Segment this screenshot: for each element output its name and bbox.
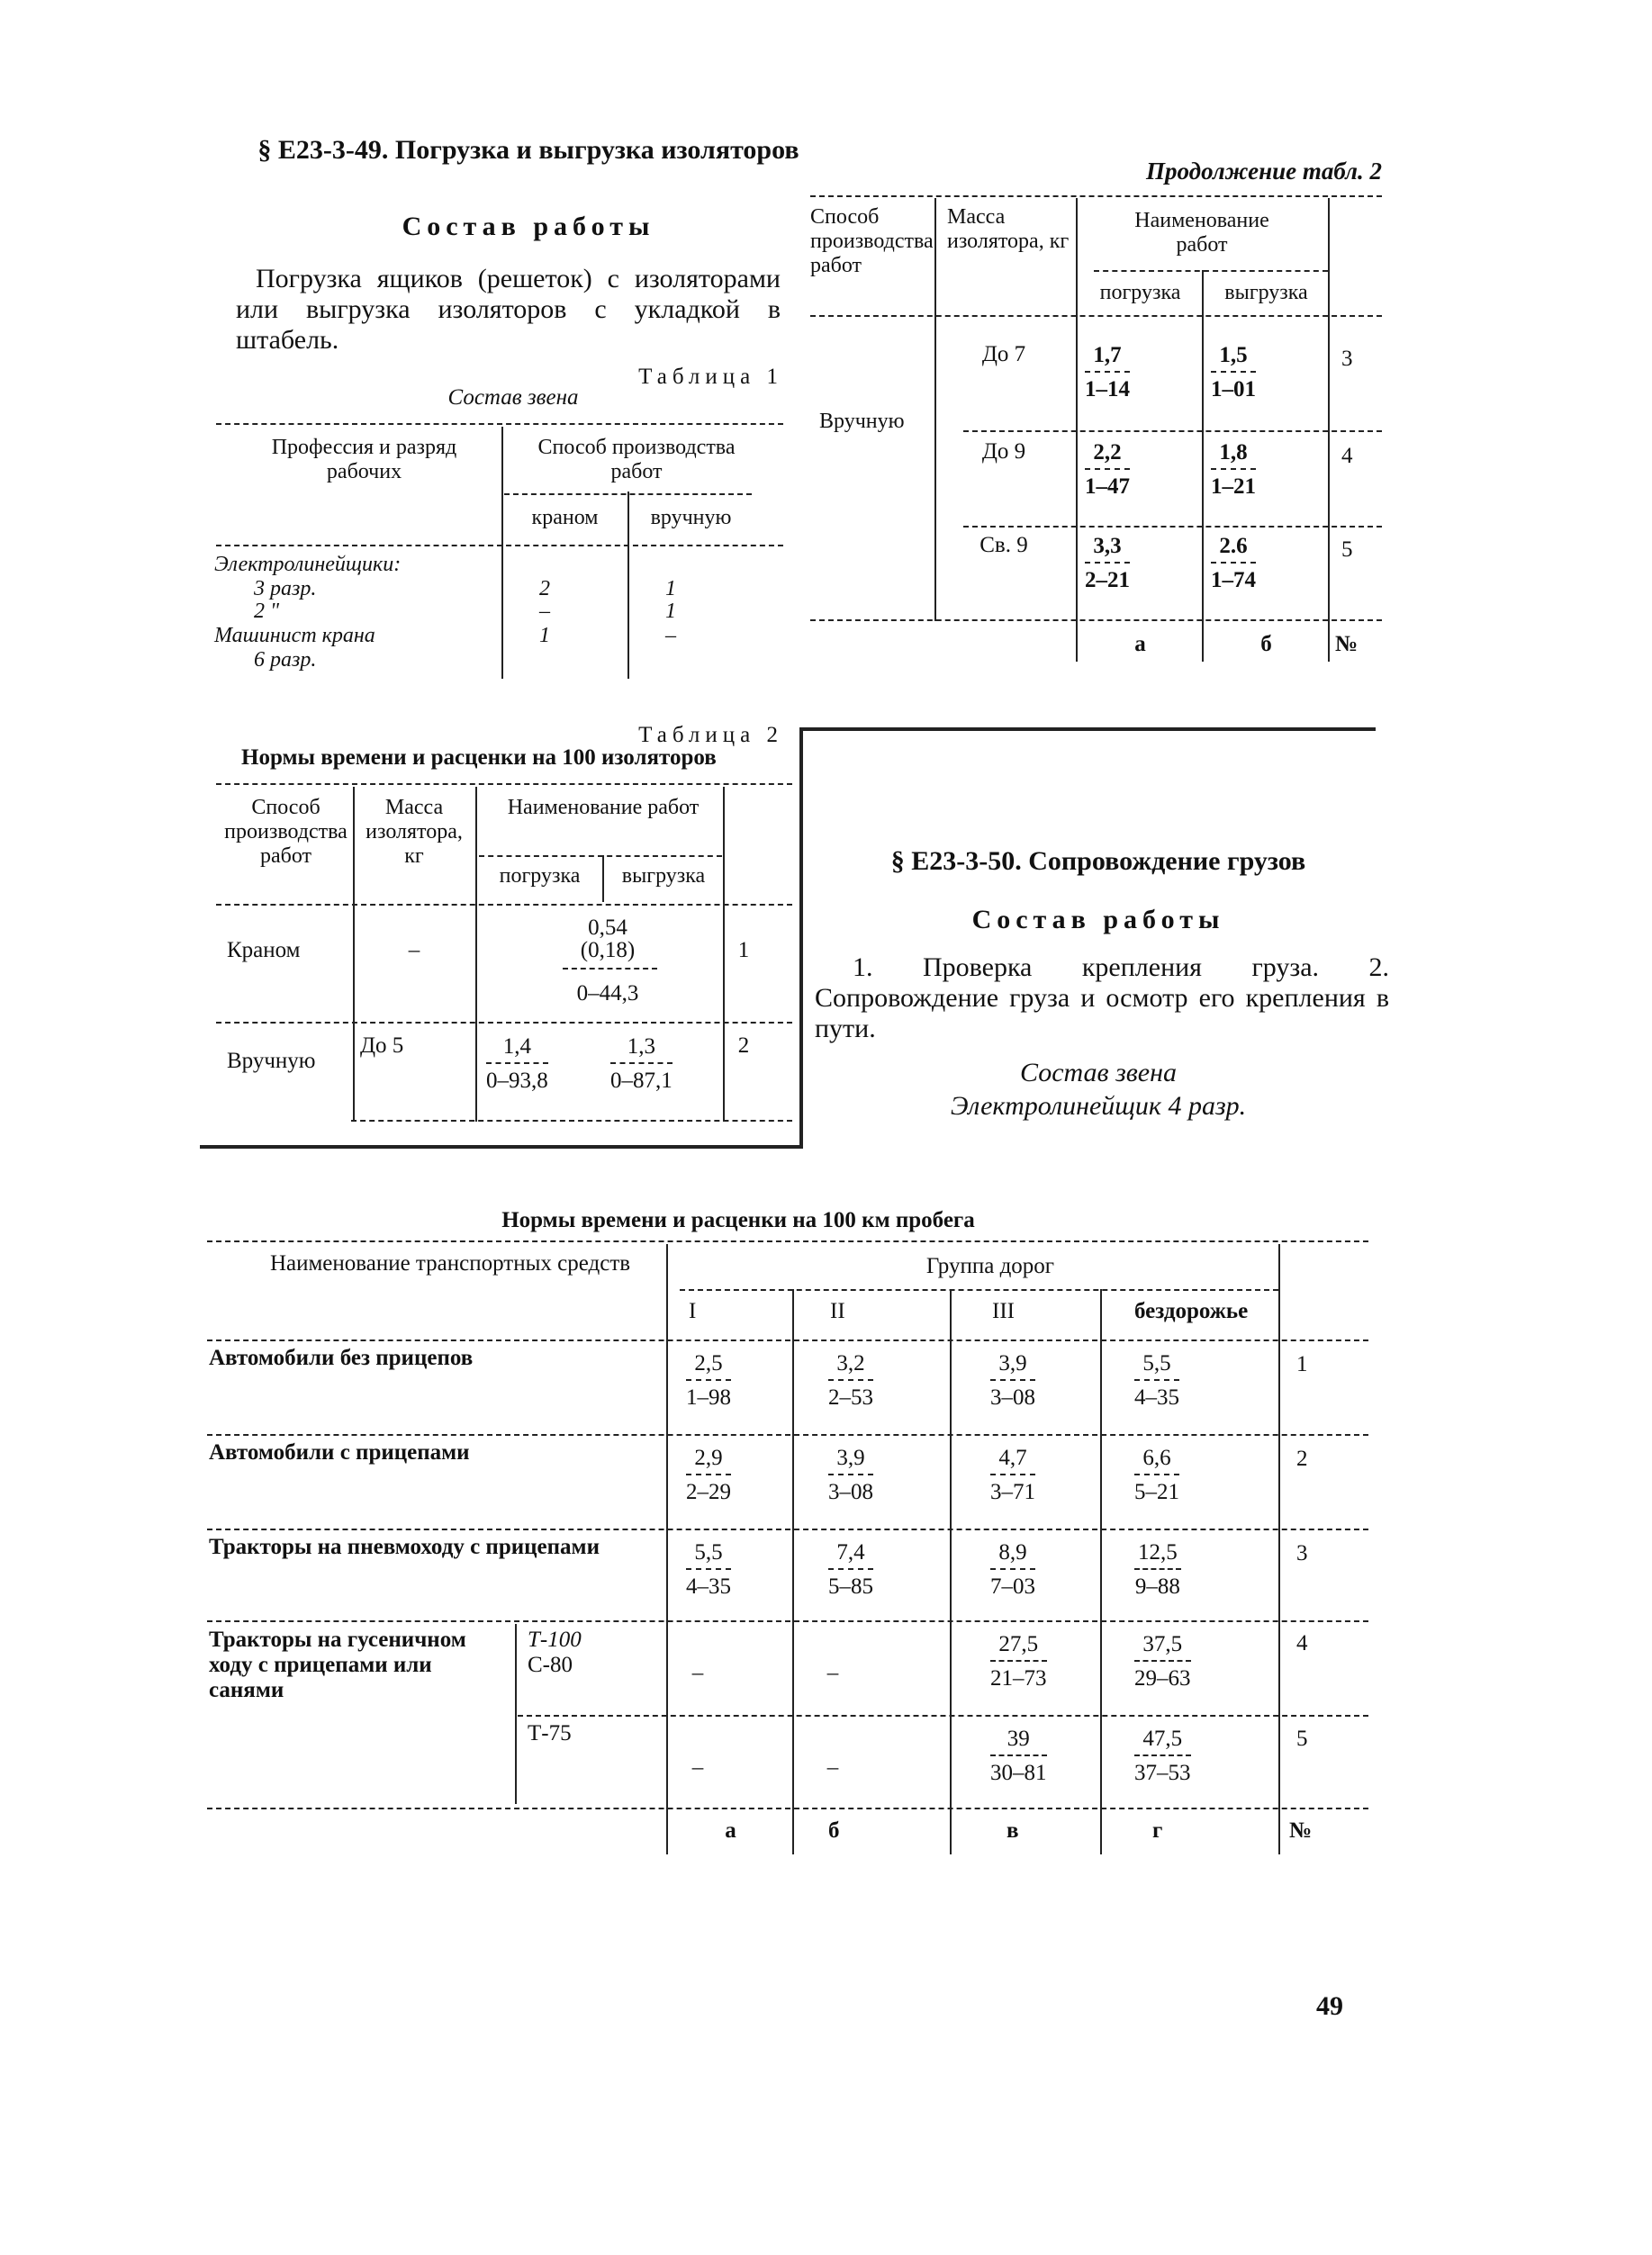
section-50-text: 1. Проверка крепления груза. 2. Сопровождение груза и осмотр его крепления в пути. bbox=[815, 952, 1389, 1043]
fraction-bottom: 0–87,1 bbox=[610, 1069, 673, 1093]
fraction-top: 8,9 bbox=[990, 1539, 1035, 1570]
cont-row-unload bbox=[1211, 439, 1256, 501]
fraction-bottom: 2–29 bbox=[686, 1480, 731, 1504]
table3-vline-5 bbox=[1278, 1244, 1280, 1854]
cont-row-mass: До 9 bbox=[981, 439, 1026, 464]
table3-cell: – bbox=[691, 1755, 704, 1780]
table3-cell bbox=[686, 1445, 731, 1506]
table2-crane-mass: – bbox=[408, 938, 420, 962]
fraction-bottom: 4–35 bbox=[1134, 1385, 1179, 1410]
cont-foot-a: а bbox=[1134, 632, 1146, 656]
table3-cell bbox=[990, 1445, 1035, 1506]
table1-cell: 1 bbox=[539, 624, 550, 647]
table3-tracked-model: Т-100 bbox=[528, 1628, 582, 1652]
cont-foot-b: б bbox=[1260, 632, 1272, 656]
cont-vline-4 bbox=[1202, 270, 1204, 662]
fraction-bottom: 37–53 bbox=[1134, 1761, 1191, 1785]
table1-row-name: 2 " bbox=[254, 600, 280, 623]
table1-caption: Состав звена bbox=[447, 385, 579, 410]
cont-foot-no: № bbox=[1335, 632, 1359, 656]
cont-row-no: 4 bbox=[1341, 444, 1353, 468]
fraction-top: 3,3 bbox=[1085, 533, 1130, 564]
column-divider bbox=[799, 727, 803, 1149]
table2-crane-method: Краном bbox=[227, 938, 301, 962]
fraction-bottom: 29–63 bbox=[1134, 1666, 1191, 1691]
table3-vline-2 bbox=[792, 1289, 794, 1854]
table3-cell bbox=[686, 1350, 731, 1412]
table3-foot-v: в bbox=[1007, 1818, 1019, 1843]
table3-group-3: III bbox=[992, 1299, 1015, 1323]
table3-cell bbox=[828, 1445, 873, 1506]
table3-row-rule bbox=[207, 1434, 1368, 1436]
table1-head-manual: вручную bbox=[650, 506, 732, 529]
fraction-bottom: 9–88 bbox=[1134, 1574, 1180, 1599]
table1-cell: – bbox=[539, 600, 550, 623]
fraction-bottom: 4–35 bbox=[686, 1574, 731, 1599]
table3-tracked-model: Т-75 bbox=[528, 1721, 572, 1745]
table3-cell bbox=[828, 1539, 873, 1601]
table2-sub-rule bbox=[479, 855, 722, 857]
section-49-text: Погрузка ящиков (решеток) с изоляторами или выгрузка изоляторов с укладкой в штабель. bbox=[236, 264, 781, 355]
cont-head-load: погрузка bbox=[1099, 281, 1181, 304]
fraction-top: 3,9 bbox=[828, 1445, 873, 1475]
table3-cell bbox=[1134, 1445, 1179, 1506]
table3-group-2: II bbox=[830, 1299, 845, 1323]
cont-head-method: Способ производства работ bbox=[810, 205, 934, 277]
table3-vline-1 bbox=[666, 1244, 668, 1854]
table3-vline-3 bbox=[950, 1289, 952, 1854]
table2-crane-top: 0,54 bbox=[588, 916, 627, 940]
table2-vline-2 bbox=[475, 787, 477, 1122]
fraction-top: 39 bbox=[990, 1726, 1047, 1756]
cont-sub-rule bbox=[1094, 270, 1328, 272]
fraction-top: 3,9 bbox=[990, 1350, 1035, 1381]
table3-cell bbox=[990, 1539, 1035, 1601]
table2-manual-no: 2 bbox=[737, 1033, 750, 1058]
table3-sub-rule bbox=[680, 1289, 1278, 1291]
cont-head-rule bbox=[810, 315, 1382, 317]
table3-cell bbox=[686, 1539, 731, 1601]
cont-head-mass: Масса изолятора, кг bbox=[947, 205, 1070, 253]
table3-foot-a: а bbox=[725, 1818, 736, 1843]
fraction-top: 2.6 bbox=[1211, 533, 1256, 564]
table3-cell bbox=[1134, 1350, 1179, 1412]
section-50-title: § Е23-3-50. Сопровождение грузов bbox=[890, 846, 1306, 876]
fraction-top: 5,5 bbox=[1134, 1350, 1179, 1381]
table1-head-prof: Профессия и разряд рабочих bbox=[271, 436, 457, 483]
fraction-bottom: 30–81 bbox=[990, 1761, 1047, 1785]
page-number: 49 bbox=[1316, 1991, 1343, 2021]
table2-head-load: погрузка bbox=[499, 864, 581, 888]
cont-table-label: Продолжение табл. 2 bbox=[1146, 158, 1382, 185]
cont-head-work: Наименование работ bbox=[1134, 209, 1269, 257]
table1-sub-rule bbox=[504, 493, 752, 495]
table3-foot-no: № bbox=[1289, 1818, 1313, 1843]
section-49-subtitle: Состав работы bbox=[402, 212, 655, 241]
table3-row-no: 4 bbox=[1296, 1631, 1308, 1655]
fraction-top: 37,5 bbox=[1134, 1631, 1191, 1662]
table1-top-rule bbox=[216, 423, 783, 425]
cont-row-mass: До 7 bbox=[981, 342, 1026, 366]
fraction-bottom: 3–08 bbox=[990, 1385, 1035, 1410]
table1-row-name: 6 разр. bbox=[254, 648, 317, 672]
fraction-bottom: 1–98 bbox=[686, 1385, 731, 1410]
fraction-bottom: 3–71 bbox=[990, 1480, 1035, 1504]
fraction-bottom: 2–21 bbox=[1085, 568, 1130, 592]
table1-row-name: Электролинейщики: bbox=[214, 553, 402, 576]
table2-head-work: Наименование работ bbox=[507, 796, 700, 819]
table3-cell: – bbox=[826, 1755, 839, 1780]
table1-head-crane: краном bbox=[531, 506, 599, 529]
table2-label: Таблица 2 bbox=[638, 723, 783, 747]
table3-head-group: Группа дорог bbox=[925, 1254, 1055, 1278]
table2-manual-unload bbox=[610, 1033, 673, 1095]
section-50-subtitle: Состав работы bbox=[971, 905, 1225, 934]
table3-row-no: 1 bbox=[1296, 1352, 1308, 1376]
table2-crane-bot: 0–44,3 bbox=[576, 981, 639, 1006]
right-block-top-border bbox=[799, 727, 1376, 731]
cont-row-no: 3 bbox=[1341, 347, 1353, 371]
fraction-bottom: 1–01 bbox=[1211, 377, 1256, 401]
table3-model-vline bbox=[515, 1624, 517, 1804]
table3-cell bbox=[990, 1726, 1047, 1787]
fraction-top: 27,5 bbox=[990, 1631, 1047, 1662]
fraction-bottom: 5–21 bbox=[1134, 1480, 1179, 1504]
cont-row-load bbox=[1085, 342, 1130, 403]
table3-row-no: 5 bbox=[1296, 1727, 1308, 1751]
fraction-top: 1,3 bbox=[610, 1033, 673, 1064]
table3-row-no: 3 bbox=[1296, 1541, 1308, 1565]
table2-vline-4 bbox=[602, 855, 604, 902]
table1-vline-2 bbox=[627, 492, 629, 679]
cont-row-load bbox=[1085, 439, 1130, 501]
table3-cell bbox=[1134, 1631, 1191, 1692]
table1-head-method: Способ производства работ bbox=[537, 436, 736, 483]
cont-bottom-rule bbox=[810, 619, 1382, 621]
cont-row-no: 5 bbox=[1341, 537, 1353, 562]
table3-row-name: Тракторы на пневмоходу с прицепами bbox=[209, 1535, 600, 1559]
fraction-top: 7,4 bbox=[828, 1539, 873, 1570]
table3-vline-4 bbox=[1100, 1289, 1102, 1854]
fraction-top: 2,2 bbox=[1085, 439, 1130, 470]
table1-cell: 2 bbox=[539, 577, 550, 600]
table3-group-1: I bbox=[689, 1299, 697, 1323]
table2-manual-method: Вручную bbox=[227, 1049, 316, 1073]
fraction-top: 4,7 bbox=[990, 1445, 1035, 1475]
fraction-top: 2,9 bbox=[686, 1445, 731, 1475]
table3-row-name: Автомобили без прицепов bbox=[209, 1346, 474, 1370]
cont-row-unload bbox=[1211, 342, 1256, 403]
section-50-crew-caption: Состав звена bbox=[1019, 1058, 1177, 1087]
table3-cell bbox=[990, 1631, 1047, 1692]
fraction-bottom: 5–85 bbox=[828, 1574, 873, 1599]
fraction-bottom: 1–47 bbox=[1085, 474, 1130, 499]
table2-crane-mid: (0,18) bbox=[580, 938, 636, 962]
fraction-bottom: 1–74 bbox=[1211, 568, 1256, 592]
fraction-top: 3,2 bbox=[828, 1350, 873, 1381]
table3-row-rule bbox=[207, 1529, 1368, 1530]
fraction-top: 1,7 bbox=[1085, 342, 1130, 373]
table1-cell: 1 bbox=[665, 600, 676, 623]
fraction-top: 1,5 bbox=[1211, 342, 1256, 373]
fraction-bottom: 0–93,8 bbox=[486, 1069, 548, 1093]
table3-top-rule bbox=[207, 1240, 1368, 1242]
fraction-bottom: 21–73 bbox=[990, 1666, 1047, 1691]
fraction-bottom: 1–14 bbox=[1085, 377, 1130, 401]
table1-row-name: 3 разр. bbox=[254, 577, 317, 600]
table3-row-name: Автомобили с прицепами bbox=[209, 1440, 470, 1465]
table2-vline-1 bbox=[353, 787, 355, 1122]
table3-bottom-rule bbox=[207, 1808, 1368, 1809]
table2-crane-fraction-line bbox=[563, 968, 657, 970]
table3-row-rule bbox=[518, 1715, 1368, 1717]
fraction-bottom: 2–53 bbox=[828, 1385, 873, 1410]
table2-head-rule bbox=[216, 904, 792, 906]
table3-foot-g: г bbox=[1152, 1818, 1163, 1843]
table1-cell: 1 bbox=[665, 577, 676, 600]
table2-head-unload: выгрузка bbox=[621, 864, 706, 888]
table1-vline-1 bbox=[501, 427, 503, 679]
table2-head-mass: Масса изолятора, кг bbox=[366, 796, 463, 868]
table1-row-name: Машинист крана bbox=[214, 624, 375, 647]
table2-manual-mass: До 5 bbox=[360, 1033, 404, 1058]
cont-vline-1 bbox=[934, 198, 936, 621]
table3-cell bbox=[990, 1350, 1035, 1412]
table1-label: Таблица 1 bbox=[638, 365, 783, 389]
table3-caption: Нормы времени и расценки на 100 км пробега bbox=[501, 1208, 975, 1232]
fraction-top: 6,6 bbox=[1134, 1445, 1179, 1475]
table3-group-4: бездорожье bbox=[1134, 1299, 1249, 1323]
table3-row-rule bbox=[207, 1620, 1368, 1622]
table2-manual-load bbox=[486, 1033, 548, 1095]
table2-crane-no: 1 bbox=[737, 938, 750, 962]
table3-foot-b: б bbox=[828, 1818, 840, 1843]
table3-cell bbox=[1134, 1539, 1181, 1601]
cont-row-rule bbox=[963, 526, 1382, 528]
table2-vline-3 bbox=[723, 787, 725, 1122]
left-block-bottom-border bbox=[200, 1145, 803, 1149]
section-50-crew: Электролинейщик 4 разр. bbox=[950, 1091, 1247, 1121]
table2-bottom-rule bbox=[351, 1120, 792, 1122]
table3-head-rule bbox=[207, 1339, 1368, 1341]
cont-row-mass: Св. 9 bbox=[979, 533, 1028, 557]
table2-head-method: Способ производства работ bbox=[224, 796, 348, 868]
table3-row-no: 2 bbox=[1296, 1447, 1308, 1471]
cont-top-rule bbox=[810, 195, 1382, 197]
cont-row-rule bbox=[963, 430, 1382, 432]
cont-method: Вручную bbox=[819, 410, 905, 433]
fraction-top: 47,5 bbox=[1134, 1726, 1191, 1756]
table3-head-name: Наименование транспортных средств bbox=[269, 1251, 631, 1276]
fraction-bottom: 1–21 bbox=[1211, 474, 1256, 499]
fraction-bottom: 7–03 bbox=[990, 1574, 1035, 1599]
fraction-top: 12,5 bbox=[1134, 1539, 1181, 1570]
table2-row-rule bbox=[216, 1022, 792, 1024]
table2-caption: Нормы времени и расценки на 100 изоляторов bbox=[241, 745, 717, 770]
section-49-title: § Е23-3-49. Погрузка и выгрузка изоляторов bbox=[257, 135, 799, 165]
table3-cell: – bbox=[691, 1661, 704, 1685]
fraction-top: 1,8 bbox=[1211, 439, 1256, 470]
table3-tracked-model: С-80 bbox=[528, 1653, 573, 1677]
fraction-top: 2,5 bbox=[686, 1350, 731, 1381]
fraction-top: 1,4 bbox=[486, 1033, 548, 1064]
table3-cell bbox=[828, 1350, 873, 1412]
fraction-bottom: 3–08 bbox=[828, 1480, 873, 1504]
table3-cell bbox=[1134, 1726, 1191, 1787]
table3-tracked-name: Тракторы на гусеничном ходу с прицепами или санями bbox=[209, 1628, 466, 1702]
table3-cell: – bbox=[826, 1661, 839, 1685]
cont-row-unload bbox=[1211, 533, 1256, 594]
table1-cell: – bbox=[665, 624, 676, 647]
cont-head-unload: выгрузка bbox=[1224, 281, 1308, 304]
table2-top-rule bbox=[216, 783, 792, 785]
table1-head-rule bbox=[216, 545, 783, 546]
cont-row-load bbox=[1085, 533, 1130, 594]
fraction-top: 5,5 bbox=[686, 1539, 731, 1570]
